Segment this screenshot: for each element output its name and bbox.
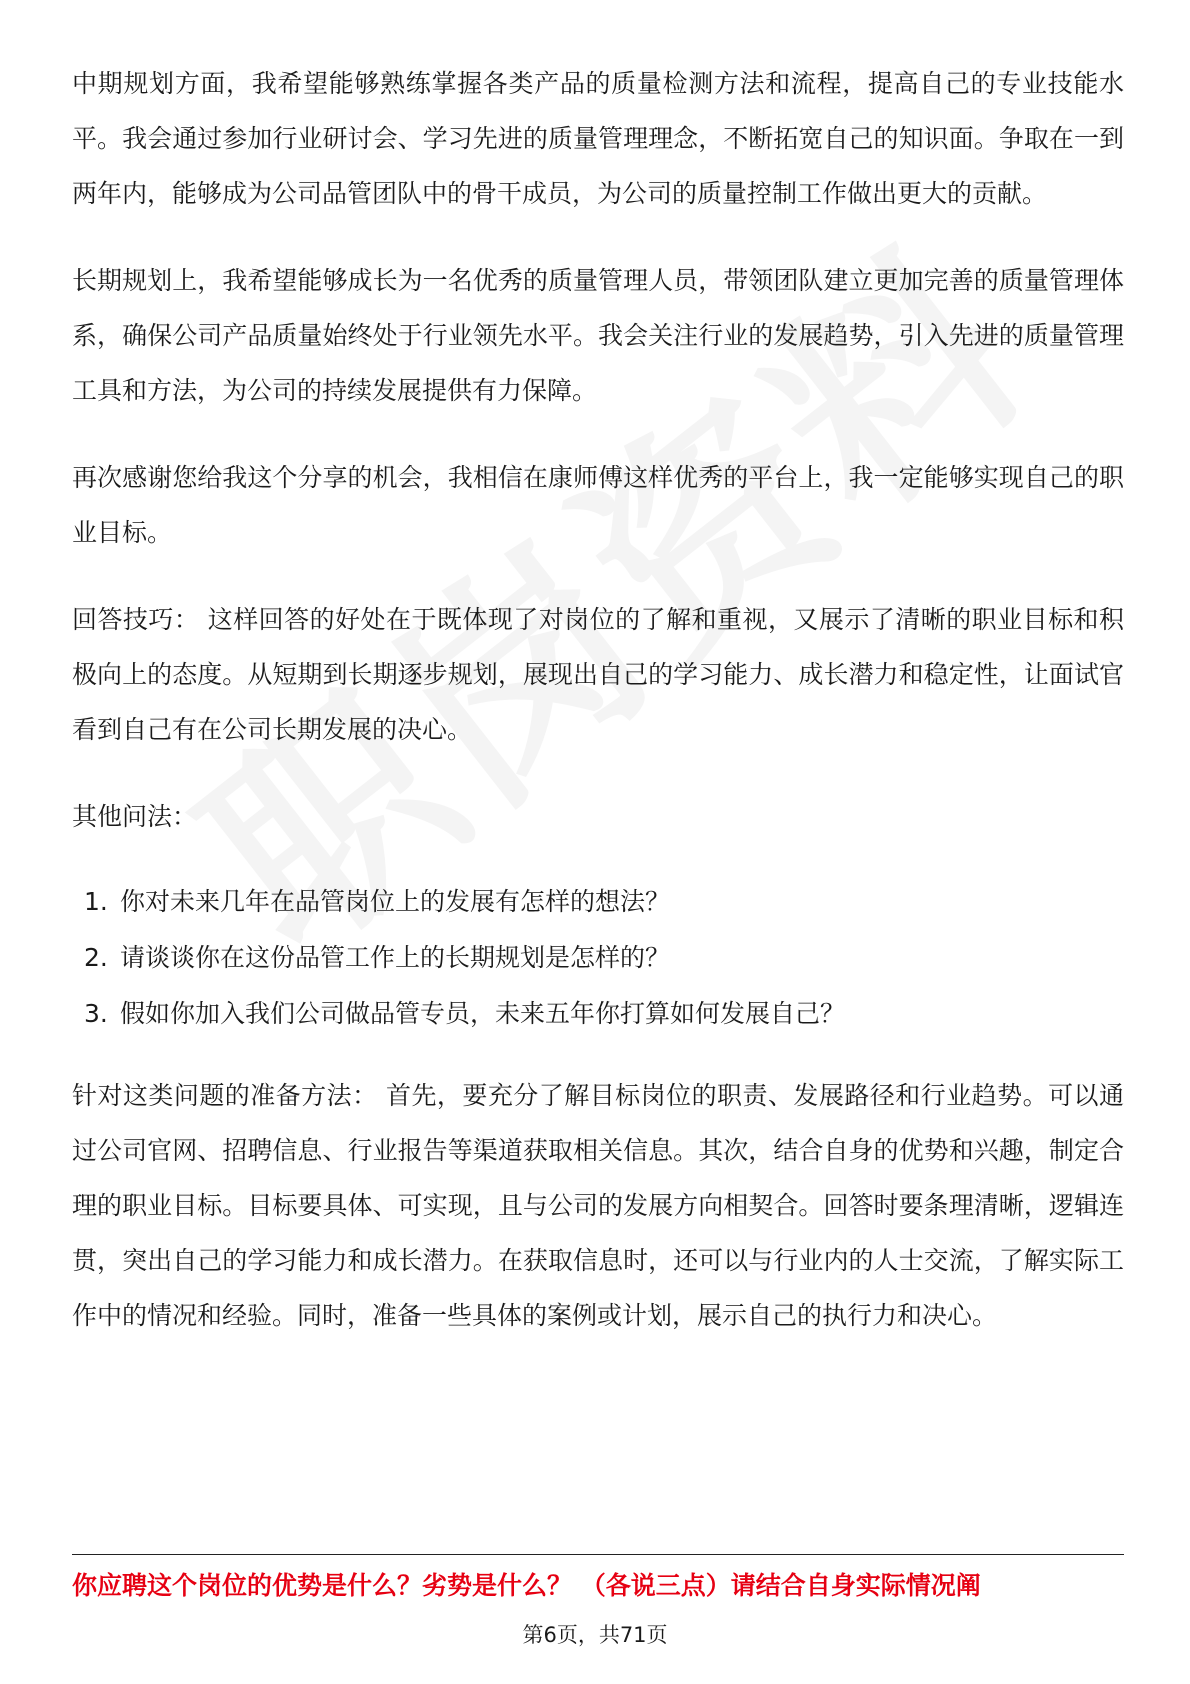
- paragraph-answer-tips: 回答技巧： 这样回答的好处在于既体现了对岗位的了解和重视，又展示了清晰的职业目标和积极向上的态度。从短期到长期逐步规划，展现出自己的学习能力、成长潜力和稳定性，让面试官看到自己有在公司长期发展的决心。: [72, 605, 1124, 744]
- paragraph-preparation: 针对这类问题的准备方法： 首先，要充分了解目标岗位的职责、发展路径和行业趋势。可以通过公司官网、招聘信息、行业报告等渠道获取相关信息。其次，结合自身的优势和兴趣，制定合理的职业目标。目标要具体、可实现，且与公司的发展方向相契合。回答时要条理清晰，逻辑连贯，突出自己的学习能力和成长潜力。在获取信息时，还可以与行业内的人士交流，了解实际工作中的情况和经验。同时，准备一些具体的案例或计划，展示自己的执行力和决心。: [72, 1081, 1124, 1330]
- body-content: [72, 56, 1124, 1375]
- list-item: [72, 986, 1124, 1042]
- divider: [72, 1554, 1124, 1555]
- other-questions-list: [72, 874, 1124, 1042]
- paragraph-thanks: 再次感谢您给我这个分享的机会，我相信在康师傅这样优秀的平台上，我一定能够实现自己的职业目标。: [72, 463, 1124, 547]
- list-text: 假如你加入我们公司做品管专员，未来五年你打算如何发展自己？: [120, 999, 846, 1028]
- list-number: 3.: [84, 999, 108, 1028]
- paragraph-long-term: 长期规划上，我希望能够成长为一名优秀的质量管理人员，带领团队建立更加完善的质量管理体系，确保公司产品质量始终处于行业领先水平。我会关注行业的发展趋势，引入先进的质量管理工具和方法，为公司的持续发展提供有力保障。: [72, 266, 1124, 405]
- other-questions-label: 其他问法：: [72, 802, 198, 831]
- list-item: [72, 874, 1124, 930]
- list-text: 请谈谈你在这份品管工作上的长期规划是怎样的？: [120, 943, 671, 972]
- list-number: 2.: [84, 943, 108, 972]
- list-text: 你对未来几年在品管岗位上的发展有怎样的想法？: [120, 887, 671, 916]
- list-item: [72, 930, 1124, 986]
- next-question-heading: 你应聘这个岗位的优势是什么？劣势是什么？ （各说三点）请结合自身实际情况阐: [72, 1571, 981, 1600]
- page-number: 第6页，共71页: [522, 1623, 668, 1647]
- list-number: 1.: [84, 887, 108, 916]
- paragraph-mid-term: 中期规划方面，我希望能够熟练掌握各类产品的质量检测方法和流程，提高自己的专业技能水平。我会通过参加行业研讨会、学习先进的质量管理理念，不断拓宽自己的知识面。争取在一到两年内，能够成为公司品管团队中的骨干成员，为公司的质量控制工作做出更大的贡献。: [72, 69, 1124, 208]
